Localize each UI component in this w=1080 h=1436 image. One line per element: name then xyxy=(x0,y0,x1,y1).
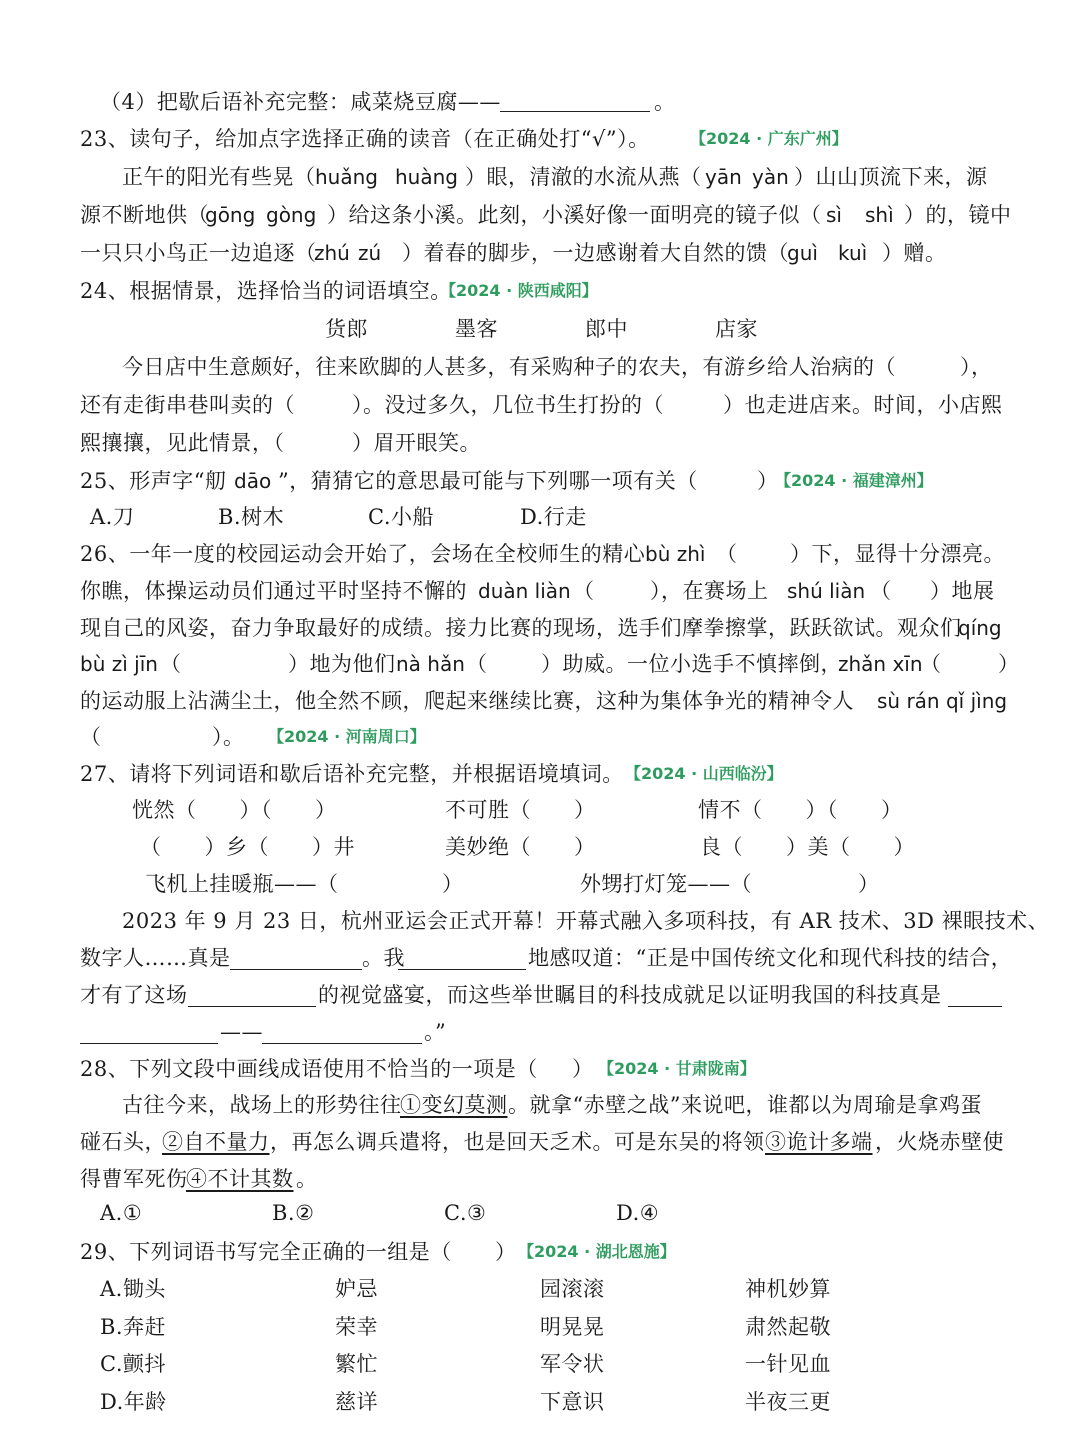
word-option: 墨客 xyxy=(455,317,498,341)
q24-options xyxy=(0,310,1080,348)
q22-4-blank[interactable] xyxy=(500,87,650,112)
q24-text: 还有走街串巷叫卖的（ xyxy=(80,393,295,417)
q28-text: ，火烧赤壁使 xyxy=(875,1130,1004,1154)
q28-text: 碰石头， xyxy=(80,1130,166,1154)
q27-para-2 xyxy=(0,939,1080,977)
q23-text: 正午的阳光有些晃（ xyxy=(122,165,316,189)
q28-stem: 28、下列文段中画线成语使用不恰当的一项是（ xyxy=(80,1057,538,1081)
q28-line-3 xyxy=(0,1160,1080,1198)
q27-stem-line xyxy=(0,755,1080,793)
word-option: 店家 xyxy=(715,317,758,341)
pinyin: dāo xyxy=(234,469,272,493)
q27-para-1 xyxy=(0,902,1080,940)
q26-text: （ xyxy=(716,542,738,566)
word-cell: 慈详 xyxy=(335,1390,378,1414)
q22-4-end: 。 xyxy=(654,90,676,114)
choice-a[interactable]: A.① xyxy=(100,1201,143,1225)
q27-text: 的视觉盛宴，而这些举世瞩目的科技成就足以证明我国的科技真是 xyxy=(318,983,942,1007)
q26-text: ）。 xyxy=(212,725,245,749)
q28-options xyxy=(0,1194,1080,1232)
q28-text: ） xyxy=(572,1057,594,1081)
idiom-blank[interactable]: 良（ ）美（ ） xyxy=(700,835,915,859)
q23-text: ）给这条小溪。此刻，小溪好像一面明亮的镜子似（ xyxy=(327,203,822,227)
q23-text: ）眼，清澈的水流从燕（ xyxy=(465,165,702,189)
pinyin-option[interactable]: huàng xyxy=(395,165,458,189)
word-cell: 妒忌 xyxy=(335,1277,378,1301)
q24-text: ）眉开眼笑。 xyxy=(352,431,481,455)
pinyin: bù zì jīn xyxy=(80,652,158,676)
q26-text: （ xyxy=(160,652,182,676)
q22-4-text: （4）把歇后语补充完整：咸菜烧豆腐—— xyxy=(100,90,501,114)
word-cell: 肃然起敬 xyxy=(745,1315,831,1339)
choice-d[interactable]: D.④ xyxy=(616,1201,660,1225)
xiehouyu-text: ） xyxy=(442,872,464,896)
idiom-blank[interactable]: 情不（ ）（ ） xyxy=(698,798,903,822)
pinyin: bù zhì xyxy=(645,542,706,566)
q22-4-line xyxy=(0,83,1080,121)
q26-tag: 【2024 · 河南周口】 xyxy=(268,727,426,746)
idiom-blank[interactable]: 美妙绝（ ） xyxy=(445,835,596,859)
pinyin: sù rán qǐ jìng xyxy=(877,689,1008,713)
word-cell: C.颤抖 xyxy=(100,1352,166,1376)
q29-row-c[interactable] xyxy=(0,1345,1080,1383)
q24-stem-line xyxy=(0,272,1080,310)
fill-blank[interactable] xyxy=(230,945,362,970)
fill-blank[interactable] xyxy=(398,945,526,970)
q23-stem-line xyxy=(0,120,1080,158)
q24-stem: 24、根据情景，选择恰当的词语填空。 xyxy=(80,279,452,303)
q27-para-3 xyxy=(0,976,1080,1014)
q28-text: 古往今来，战场上的形势往往 xyxy=(122,1093,402,1117)
q28-text: 。 xyxy=(296,1167,318,1191)
q28-tag: 【2024 · 甘肃陇南】 xyxy=(598,1059,756,1078)
pinyin: qíng xyxy=(958,616,1002,640)
word-cell: 半夜三更 xyxy=(745,1390,831,1414)
xiehouyu-text: 外甥打灯笼——（ xyxy=(580,872,752,896)
fill-blank[interactable] xyxy=(80,1019,218,1044)
q27-para-4 xyxy=(0,1013,1080,1051)
q26-text: 的运动服上沾满尘土，他全然不顾，爬起来继续比赛，这种为集体争光的精神令人 xyxy=(80,689,854,713)
q29-text: ） xyxy=(495,1240,517,1264)
q29-tag: 【2024 · 湖北恩施】 xyxy=(518,1242,676,1261)
q25-text: ） xyxy=(757,469,779,493)
q26-text: ）下，显得十分漂亮。 xyxy=(790,542,1005,566)
q29-row-b[interactable] xyxy=(0,1308,1080,1346)
q23-tag: 【2024 · 广东广州】 xyxy=(690,129,848,148)
q23-line-2 xyxy=(0,196,1080,234)
q23-text: 一只只小鸟正一边追逐（ xyxy=(80,241,317,265)
q26-line-1 xyxy=(0,535,1080,573)
q29-row-a[interactable] xyxy=(0,1270,1080,1308)
pinyin-option[interactable]: zú xyxy=(358,241,382,265)
q24-text: ）也走进店来。时间，小店熙 xyxy=(723,393,1003,417)
word-cell: 荣幸 xyxy=(335,1315,378,1339)
q26-line-5 xyxy=(0,682,1080,720)
xiehouyu-text: 飞机上挂暖瓶——（ xyxy=(145,872,339,896)
pinyin-option[interactable]: gòng xyxy=(266,203,317,227)
pinyin-option[interactable]: kuì xyxy=(838,241,868,265)
word-cell: 下意识 xyxy=(540,1390,605,1414)
q26-line-4 xyxy=(0,645,1080,683)
q28-text: ，再怎么调兵遣将，也是回天乏术。可是东吴的将领 xyxy=(270,1130,765,1154)
q27-stem: 27、请将下列词语和歇后语补充完整，并根据语境填词。 xyxy=(80,762,624,786)
underlined-idiom-3: ③诡计多端 xyxy=(765,1130,873,1154)
pinyin-option[interactable]: guì xyxy=(787,241,818,265)
q26-text: （ xyxy=(466,652,488,676)
q24-text: 今日店中生意颇好，往来欧脚的人甚多，有采购种子的农夫，有游乡给人治病的（ xyxy=(122,355,896,379)
underlined-idiom-1: ①变幻莫测 xyxy=(400,1093,508,1117)
q25-text: 25、形声字“舠 xyxy=(80,469,227,493)
fill-blank[interactable] xyxy=(948,982,1002,1007)
q26-text: ）地为他们 xyxy=(288,652,396,676)
q27-text: 2023 年 9 月 23 日，杭州亚运会正式开幕！开幕式融入多项科技，有 AR 技术、3D 裸眼技术、 xyxy=(122,909,1050,933)
q27-text: 地感叹道：“正是中国传统文化和现代科技的结合， xyxy=(528,946,1013,970)
q24-text: ）。没过多久，几位书生打扮的（ xyxy=(352,393,664,417)
q25-tag: 【2024 · 福建漳州】 xyxy=(775,471,933,490)
pinyin: nà hǎn xyxy=(396,652,465,676)
pinyin-option[interactable]: huǎng xyxy=(315,165,378,189)
q29-stem: 29、下列词语书写完全正确的一组是（ xyxy=(80,1240,452,1264)
q28-line-2 xyxy=(0,1123,1080,1161)
q25-text: ”，猜猜它的意思最可能与下列哪一项有关（ xyxy=(278,469,698,493)
pinyin-option[interactable]: yàn xyxy=(752,165,789,189)
q26-line-2 xyxy=(0,572,1080,610)
word-cell: A.锄头 xyxy=(100,1277,166,1301)
q25-options xyxy=(0,498,1080,536)
q26-text: ）助威。一位小选手不慎摔倒， xyxy=(541,652,842,676)
choice-b[interactable]: B.② xyxy=(272,1201,315,1225)
fill-blank[interactable] xyxy=(262,1019,422,1044)
choice-b[interactable]: B.树木 xyxy=(218,505,285,529)
q23-text: ）山山顶流下来，源 xyxy=(794,165,988,189)
q25-stem-line xyxy=(0,462,1080,500)
underlined-idiom-4: ④不计其数 xyxy=(186,1167,294,1191)
word-cell: 明晃晃 xyxy=(540,1315,605,1339)
q23-line-3 xyxy=(0,234,1080,272)
choice-c[interactable]: C.③ xyxy=(444,1201,487,1225)
q26-text: ） xyxy=(998,652,1020,676)
q24-line-2 xyxy=(0,386,1080,424)
word-cell: D.年龄 xyxy=(100,1390,167,1414)
q24-line-3 xyxy=(0,424,1080,462)
q27-tag: 【2024 · 山西临汾】 xyxy=(625,764,783,783)
idiom-blank[interactable]: （ ）乡（ ）井 xyxy=(140,835,355,859)
pinyin: zhǎn xīn xyxy=(838,652,923,676)
q26-text: （ xyxy=(920,652,942,676)
choice-c[interactable]: C.小船 xyxy=(368,505,434,529)
q24-tag: 【2024 · 陕西咸阳】 xyxy=(440,281,598,300)
pinyin-option[interactable]: yān xyxy=(705,165,742,189)
word-cell: 神机妙算 xyxy=(745,1277,831,1301)
pinyin-option[interactable]: gōng xyxy=(205,203,256,227)
q23-text: ）的，镜中 xyxy=(904,203,1012,227)
q23-stem: 23、读句子，给加点字选择正确的读音（在正确处打“√”）。 xyxy=(80,127,650,151)
q24-line-1 xyxy=(0,348,1080,386)
q26-text: （ xyxy=(80,725,102,749)
pinyin-option[interactable]: sì xyxy=(826,203,842,227)
pinyin: duàn liàn xyxy=(478,579,571,603)
choice-d[interactable]: D.行走 xyxy=(520,505,587,529)
word-cell: 军令状 xyxy=(540,1352,605,1376)
word-option: 郎中 xyxy=(585,317,628,341)
q26-text: 现自己的风姿，奋力争取最好的成绩。接力比赛的现场，选手们摩拳擦掌，跃跃欲试。观众们 xyxy=(80,616,962,640)
q28-stem-line xyxy=(0,1050,1080,1088)
q23-text: 源不断地供（ xyxy=(80,203,209,227)
underlined-idiom-2: ②自不量力 xyxy=(162,1130,270,1154)
choice-a[interactable]: A.刀 xyxy=(90,505,135,529)
word-cell: B.奔赶 xyxy=(100,1315,167,1339)
word-cell: 一针见血 xyxy=(745,1352,831,1376)
q27-text: 。” xyxy=(424,1020,447,1044)
q23-text: ）着春的脚步，一边感谢着大自然的馈（ xyxy=(402,241,789,265)
pinyin-option[interactable]: zhú xyxy=(314,241,350,265)
q29-row-d[interactable] xyxy=(0,1383,1080,1421)
q27-text: 才有了这场 xyxy=(80,983,188,1007)
word-cell: 繁忙 xyxy=(335,1352,378,1376)
q26-text: 你瞧，体操运动员们通过平时坚持不懈的 xyxy=(80,579,467,603)
q27-text: 数字人……真是 xyxy=(80,946,231,970)
q28-text: 。就拿“赤壁之战”来说吧，谁都以为周瑜是拿鸡蛋 xyxy=(508,1093,982,1117)
q26-line-6 xyxy=(0,718,1080,756)
q27-row-3 xyxy=(0,865,1080,903)
pinyin-option[interactable]: shì xyxy=(865,203,894,227)
q26-text: （ xyxy=(870,579,892,603)
pinyin: shú liàn xyxy=(787,579,866,603)
q24-text: ）， xyxy=(960,355,993,379)
word-option: 货郎 xyxy=(325,317,368,341)
q26-text: ）地展 xyxy=(930,579,995,603)
q26-line-3 xyxy=(0,609,1080,647)
q23-text: ）赠。 xyxy=(882,241,947,265)
q28-text: 得曹军死伤 xyxy=(80,1167,188,1191)
q29-stem-line xyxy=(0,1233,1080,1271)
fill-blank[interactable] xyxy=(188,982,316,1007)
q27-row-2 xyxy=(0,828,1080,866)
q26-text: 26、一年一度的校园运动会开始了，会场在全校师生的精心 xyxy=(80,542,646,566)
q27-text: 。我 xyxy=(362,946,405,970)
q24-text: 熙攘攘，见此情景，（ xyxy=(80,431,285,455)
q27-text: —— xyxy=(220,1020,263,1044)
q23-line-1 xyxy=(0,158,1080,196)
q28-line-1 xyxy=(0,1086,1080,1124)
idiom-blank[interactable]: 不可胜（ ） xyxy=(445,798,596,822)
q26-text: （ xyxy=(573,579,595,603)
q27-row-1 xyxy=(0,791,1080,829)
idiom-blank[interactable]: 恍然（ ）（ ） xyxy=(132,798,337,822)
q26-text: ），在赛场上 xyxy=(650,579,769,603)
word-cell: 园滚滚 xyxy=(540,1277,605,1301)
xiehouyu-text: ） xyxy=(858,872,880,896)
